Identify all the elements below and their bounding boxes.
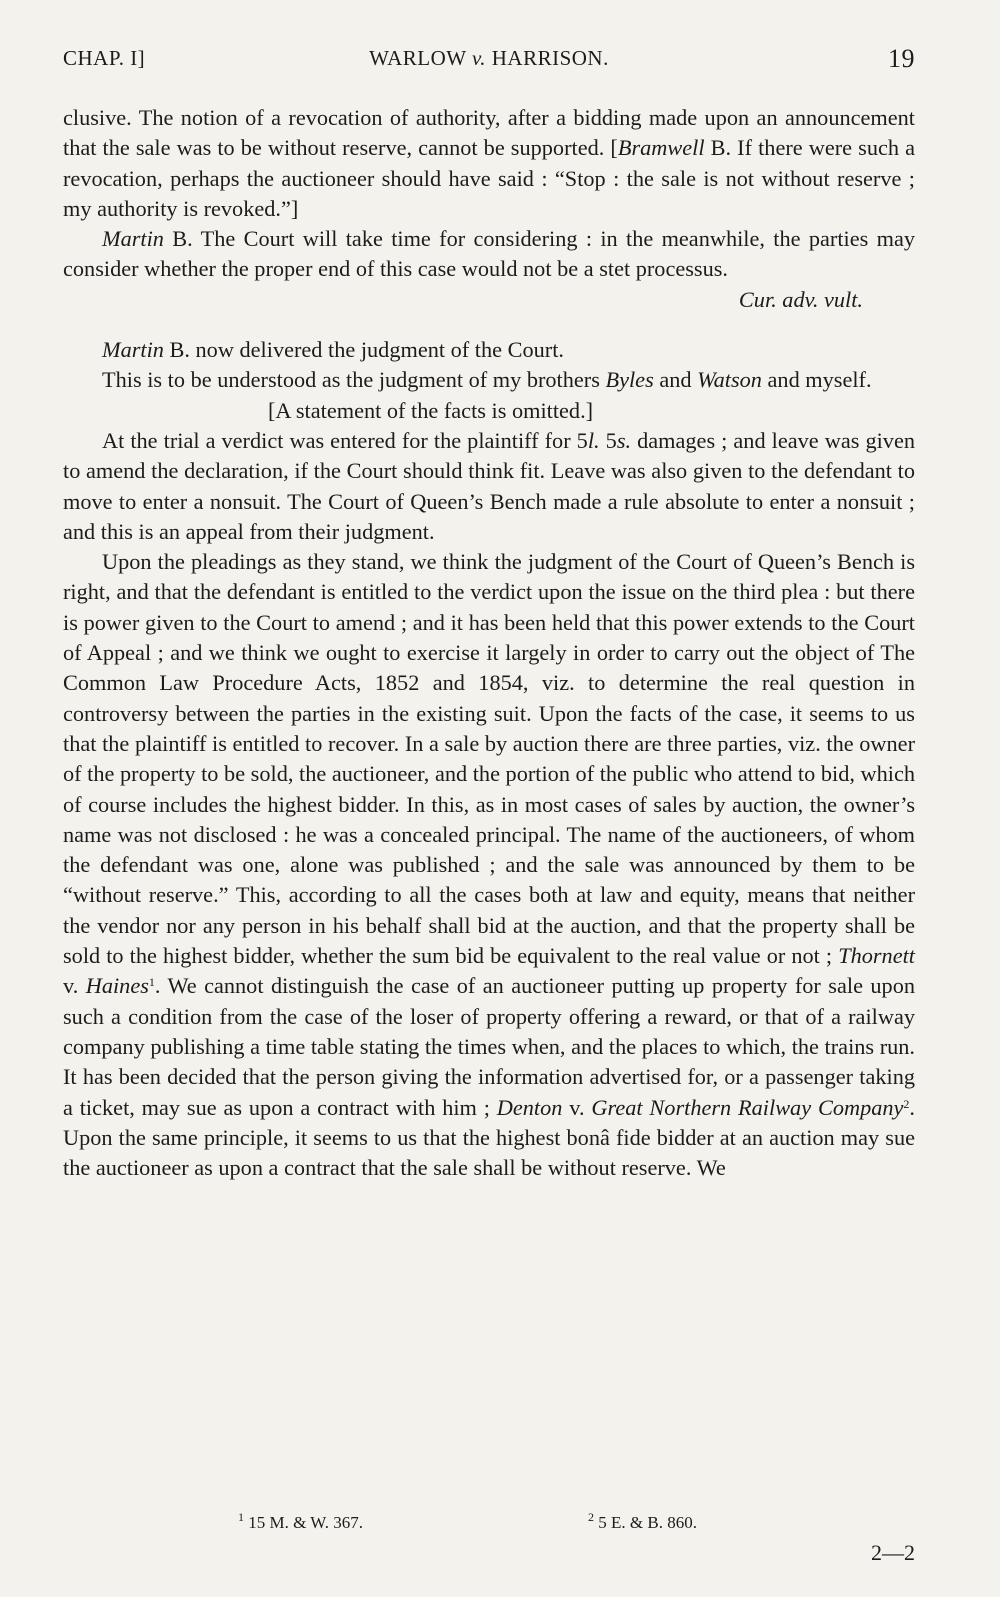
footnotes (63, 1510, 915, 1537)
page (63, 0, 915, 1597)
paragraph-1: clusive. The notion of a revocation of authority, after a bidding made upon an announcement that the sale was to be without reserve, cannot be supported. [Bramwell B. If there were such a revocation, perhaps the auctioneer should have said : “Stop : the sale is not without reserve ; my authority is revoked.”] (63, 105, 916, 221)
paragraph-5: At the trial a verdict was entered for the plaintiff for 5l. 5s. damages ; and leave was given to amend the declaration, if the Court should think fit. Leave was also given to the defendant to move to enter a nonsuit. The Court of Queen’s Bench made a rule absolute to enter a nonsuit ; and this is an appeal from their judgment. (63, 427, 915, 544)
facts-omitted-note: [A statement of the facts is omitted.] (268, 397, 594, 423)
cur-adv-vult: Cur. adv. vult. (738, 286, 863, 312)
paragraph-6: Upon the pleadings as they stand, we think the judgment of the Court of Queen’s Bench is right, and that the defendant is entitled to the verdict upon the issue on the third plea : but there is power given to the Court to amend ; and it has been held that this power extends to the Court of Appeal ; and we think we ought to exercise it largely in order to carry out the object of The Common Law Procedure Acts, 1852 and 1854, viz. to determine the real question in controversy between the parties in the existing suit. Upon the facts of the case, it seems to us that the plaintiff is entitled to recover. In a sale by auction there are three parties, viz. the owner of the property to be sold, the auctioneer, and the portion of the public who attend to bid, which of course includes the highest bidder. In this, as in most cases of sales by auction, the owner’s name was not disclosed : he was a concealed principal. The name of the auctioneers, of whom the defendant was one, alone was published ; and the sale was announced by them to be “without reserve.” This, according to all the cases both at law and equity, means that neither the vendor nor any person in his behalf shall bid at the auction, and that the property shall be sold to the highest bidder, whether the sum bid be equivalent to the real value or not ; Thornett v. Haines$^1$. We cannot distinguish the case of an auctioneer putting up property for sale upon such a condition from the case of the loser of property offering a reward, or that of a railway company publishing a time table stating the times when, and the places to which, the trains run. It has been decided that the person giving the information advertised for, or a passenger taking a ticket, may sue as upon a contract with him ; Denton v. Great Northern Railway Company$^2$. Upon the same principle, it seems to us that the highest bonâ fide bidder at an auction may sue the auctioneer as upon a contract that the sale shall be without reserve. We (63, 549, 915, 1181)
running-head (63, 46, 915, 76)
body-text (63, 103, 915, 1183)
paragraph-4: This is to be understood as the judgment of my brothers Byles and Watson and myself. (102, 367, 872, 393)
footnote-ref-1: 1 (148, 975, 155, 990)
footnote-ref-2: 2 (903, 1096, 910, 1111)
paragraph-2: Martin B. The Court will take time for considering : in the meanwhile, the parties may consider whether the proper end of this case would not be a stet processus. (63, 226, 915, 282)
page-number: 19 (888, 44, 915, 73)
signature-mark: 2—2 (871, 1540, 915, 1565)
footnote-2: $^2$ 5 E. & B. 860. (588, 1510, 697, 1532)
section-gap (63, 315, 915, 335)
paragraph-3: Martin B. now delivered the judgment of the Court. (102, 337, 564, 363)
chapter-label: CHAP. I] (63, 46, 146, 70)
footnote-1: $^1$ 15 M. & W. 367. (238, 1510, 364, 1532)
case-title: WARLOW v. HARRISON. (369, 46, 609, 70)
